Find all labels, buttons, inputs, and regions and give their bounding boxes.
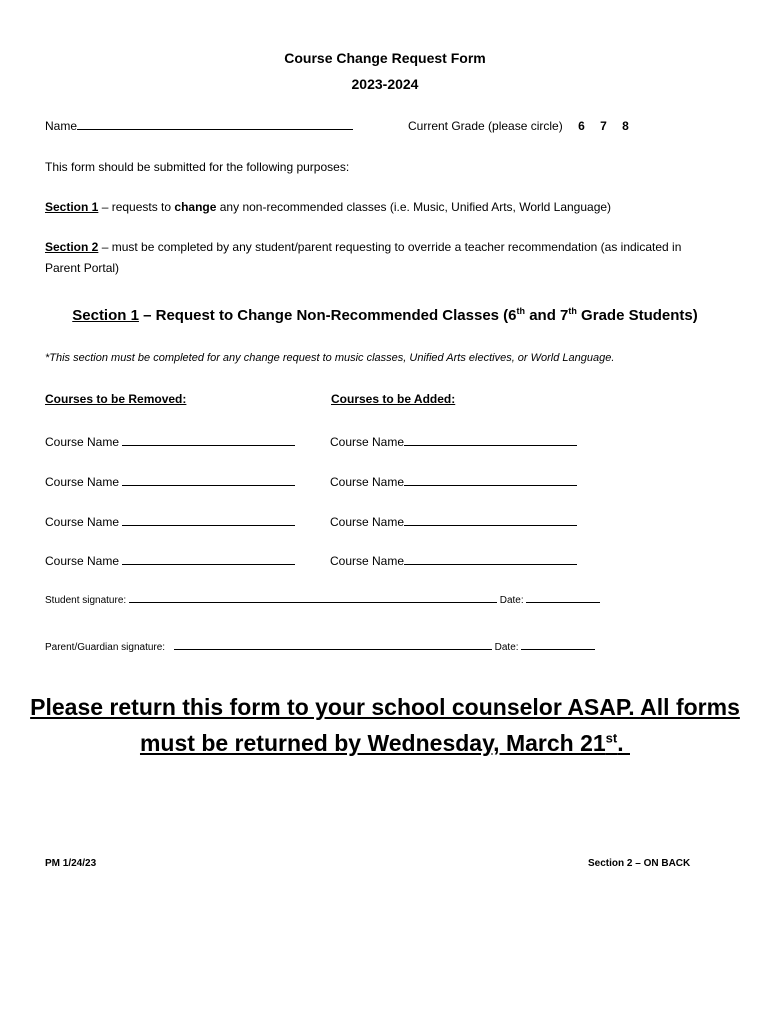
course-name-label: Course Name (330, 554, 405, 568)
section1-description (45, 200, 611, 214)
section2-label: Section 2 (45, 240, 99, 254)
parent-signature-row (45, 642, 595, 653)
section1-heading-text-b: and 7 (525, 307, 569, 324)
parent-signature-label: Parent/Guardian signature: (45, 642, 166, 653)
course-name-label: Course Name (330, 515, 405, 529)
section2-text-line2: Parent Portal) (45, 261, 120, 275)
footer-revision: PM 1/24/23 (45, 858, 97, 869)
name-input-line[interactable] (77, 128, 353, 130)
section1-text-b: any non-recommended classes (i.e. Music, Unified Arts, World Language) (216, 200, 612, 214)
section1-heading-sup2: th (568, 306, 577, 316)
removed-course-input[interactable] (122, 484, 295, 486)
return-notice-end: . (617, 730, 630, 756)
section2-text-line1: – must be completed by any student/parent requesting to override a teacher recommendation (as indicated in (98, 240, 682, 254)
courses-added-header: Courses to be Added: (331, 392, 456, 406)
grade-option-8[interactable]: 8 (622, 119, 629, 133)
return-notice-line2 (0, 730, 770, 757)
parent-date-label: Date: (494, 642, 519, 653)
parent-date-input[interactable] (521, 648, 595, 650)
return-notice-sup: st (605, 730, 618, 746)
added-course-input[interactable] (404, 444, 577, 446)
footer-section2-note: Section 2 – ON BACK (588, 858, 691, 869)
section1-text-a: – requests to (98, 200, 175, 214)
student-date-label: Date: (499, 595, 524, 606)
purpose-text: This form should be submitted for the following purposes: (45, 160, 350, 174)
added-course-row (330, 554, 577, 568)
section1-heading-sup1: th (516, 306, 526, 316)
grade-option-6[interactable]: 6 (578, 119, 585, 133)
added-course-input[interactable] (404, 524, 577, 526)
student-signature-row (45, 595, 600, 606)
course-name-label: Course Name (330, 475, 405, 489)
section1-heading-text-a: – Request to Change Non-Recommended Classes (6 (138, 307, 517, 324)
course-name-label: Course Name (45, 435, 120, 449)
added-course-row (330, 515, 577, 529)
removed-course-row (45, 554, 295, 568)
grade-label: Current Grade (please circle) (408, 119, 563, 133)
added-course-input[interactable] (404, 563, 577, 565)
removed-course-row (45, 515, 295, 529)
grade-row (408, 119, 629, 133)
section2-description (45, 240, 681, 254)
courses-removed-header: Courses to be Removed: (45, 392, 187, 406)
student-signature-label: Student signature: (45, 595, 127, 606)
return-notice-line1: Please return this form to your school counselor ASAP. All forms (30, 694, 740, 720)
grade-option-7[interactable]: 7 (600, 119, 607, 133)
removed-course-input[interactable] (122, 444, 295, 446)
section1-heading-text-c: Grade Students) (576, 307, 698, 324)
student-signature-input[interactable] (129, 601, 497, 603)
added-course-row (330, 435, 577, 449)
course-name-label: Course Name (45, 554, 120, 568)
removed-course-input[interactable] (122, 524, 295, 526)
student-date-input[interactable] (526, 601, 600, 603)
course-name-label: Course Name (45, 475, 120, 489)
name-label: Name (45, 119, 78, 133)
section1-change-word: change (174, 200, 217, 214)
section1-heading-label: Section 1 (72, 307, 139, 324)
removed-course-input[interactable] (122, 563, 295, 565)
form-title: Course Change Request Form (284, 50, 486, 66)
section1-note: *This section must be completed for any change request to music classes, Unified Arts electives, or World Language. (45, 352, 615, 364)
course-name-label: Course Name (45, 515, 120, 529)
section1-label: Section 1 (45, 200, 99, 214)
return-notice-date: must be returned by Wednesday, March 21 (139, 730, 606, 756)
removed-course-row (45, 475, 295, 489)
name-field-row (45, 119, 353, 133)
course-name-label: Course Name (330, 435, 405, 449)
added-course-row (330, 475, 577, 489)
section1-heading (0, 306, 770, 324)
parent-signature-input[interactable] (174, 648, 492, 650)
added-course-input[interactable] (404, 484, 577, 486)
school-year: 2023-2024 (351, 76, 419, 92)
removed-course-row (45, 435, 295, 449)
